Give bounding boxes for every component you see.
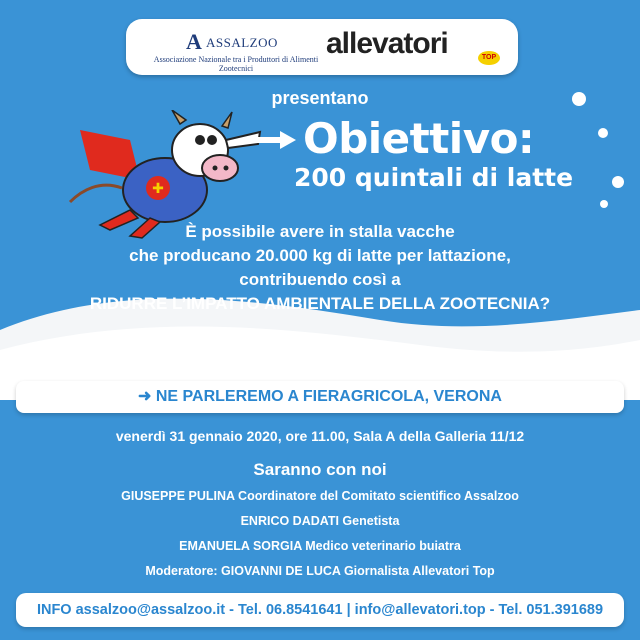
event-date: venerdì 31 gennaio 2020, ore 11.00, Sala A della Galleria 11/12 <box>115 428 525 444</box>
allevatori-logo: allevatori <box>326 27 448 60</box>
speaker-line: GIUSEPPE PULINA Coordinatore del Comitato scientifico Assalzoo <box>121 489 519 503</box>
arrow-right-icon <box>252 131 296 149</box>
assalzoo-a-icon: A <box>186 29 202 54</box>
headline-subtitle: 200 quintali di latte <box>294 163 574 192</box>
headline-title: Obiettivo: <box>303 114 535 163</box>
event-banner <box>16 381 624 413</box>
assalzoo-subtitle: Associazione Nazionale tra i Produttori di Alimenti Zootecnici <box>153 55 319 73</box>
question-line: È possibile avere in stalla vacche <box>185 222 455 241</box>
question-line: RIDURRE L’IMPATTO AMBIENTALE DELLA ZOOTECNIA? <box>89 294 551 313</box>
question-line: contribuendo così a <box>239 270 401 289</box>
milk-drop <box>612 176 624 188</box>
allevatori-top-badge: TOP <box>478 51 500 65</box>
arrow-right-icon: ➜ <box>138 388 152 405</box>
svg-text:✚: ✚ <box>152 180 164 196</box>
moderator-line: Moderatore: GIOVANNI DE LUCA Giornalista Allevatori Top <box>145 564 495 578</box>
event-label: NE PARLEREMO A FIERAGRICOLA, VERONA <box>155 388 502 405</box>
speaker-line: ENRICO DADATI Genetista <box>240 514 400 528</box>
logo-bar <box>126 19 518 75</box>
question-line: che producano 20.000 kg di latte per lattazione, <box>129 246 511 265</box>
presentano-text: presentano <box>271 88 369 108</box>
assalzoo-logo <box>136 25 326 71</box>
assalzoo-name: ASSALZOO <box>206 35 278 50</box>
milk-drop <box>598 128 608 138</box>
milk-drop <box>600 200 608 208</box>
question-text <box>0 220 640 316</box>
speakers-heading: Saranno con noi <box>253 460 387 479</box>
milk-drop <box>572 92 586 106</box>
contact-info-bar[interactable]: INFO assalzoo@assalzoo.it - Tel. 06.8541641 | info@allevatori.top - Tel. 051.391689 <box>16 593 624 627</box>
speaker-line: EMANUELA SORGIA Medico veterinario buiatra <box>179 539 461 553</box>
